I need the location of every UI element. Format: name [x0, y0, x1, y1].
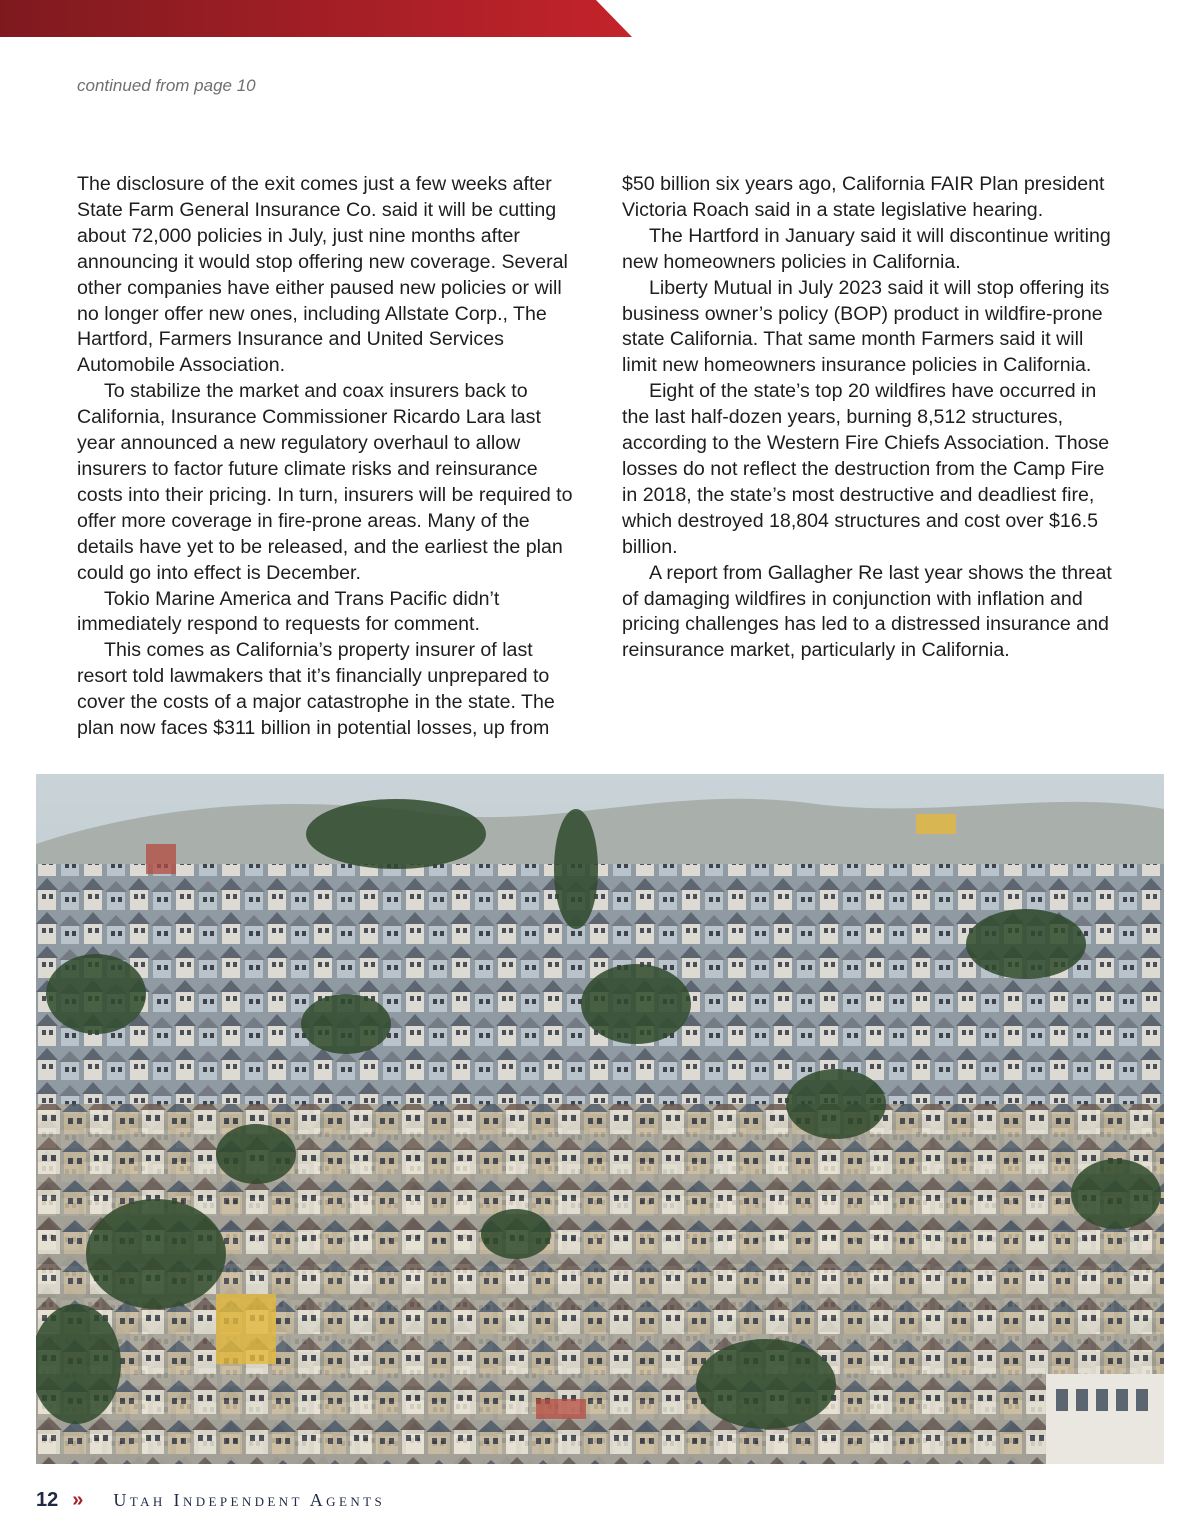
paragraph: $50 billion six years ago, California FAIR Plan president Victoria Roach said in a state legislative hearing. [622, 173, 1105, 221]
paragraph: To stabilize the market and coax insurers back to California, Insurance Commissioner Ricardo Lara last year announced a new regulatory overhaul to allow insurers to factor future climate risks and reinsurance costs into their pricing. In turn, insurers will be required to offer more coverage in fire-prone areas. Many of the details have yet to be released, and the earliest the plan could go into effect is December. [77, 380, 573, 584]
paragraph: The Hartford in January said it will discontinue writing new homeowners policies in California. [622, 224, 1111, 273]
top-banner [0, 0, 632, 37]
paragraph: Eight of the state’s top 20 wildfires have occurred in the last half-dozen years, burning 8,512 structures, according to the Western Fire Chiefs Association. Those losses do not reflect the destruction from the Camp Fire in 2018, the state’s most destructive and deadliest fire, which destroyed 18,804 structures and cost over $16.5 billion. [622, 380, 1110, 558]
paragraph: Tokio Marine America and Trans Pacific didn’t immediately respond to requests for comment. [77, 587, 500, 636]
paragraph: A report from Gallagher Re last year shows the threat of damaging wildfires in conjunction with inflation and pricing challenges has led to a distressed insurance and reinsurance market, particularly in California. [622, 561, 1112, 662]
continued-from-note: continued from page 10 [77, 76, 256, 95]
chevron-right-icon: » [72, 1488, 84, 1511]
magazine-title: Utah Independent Agents [113, 1489, 386, 1510]
page-number: 12 [36, 1488, 59, 1511]
article-column-right [622, 172, 1114, 664]
paragraph: The disclosure of the exit comes just a few weeks after State Farm General Insurance Co. said it will be cutting about 72,000 policies in July, just nine months after announcing it would stop offering new coverage. Several other companies have either paused new policies or will no longer offer new ones, including Allstate Corp., The Hartford, Farmers Insurance and United Services Automobile Association. [77, 173, 568, 377]
paragraph: Liberty Mutual in July 2023 said it will stop offering its business owner’s policy (BOP) product in wildfire-prone state California. That same month Farmers said it will limit new homeowners insurance policies in California. [622, 276, 1110, 377]
page-footer [36, 1488, 385, 1512]
paragraph: This comes as California’s property insurer of last resort told lawmakers that it’s financially unprepared to cover the costs of a major catastrophe in the state. The plan now faces $311 billion in potential losses, up from [77, 639, 555, 740]
city-neighborhood-photo [36, 774, 1164, 1464]
article-column-left [77, 172, 582, 742]
